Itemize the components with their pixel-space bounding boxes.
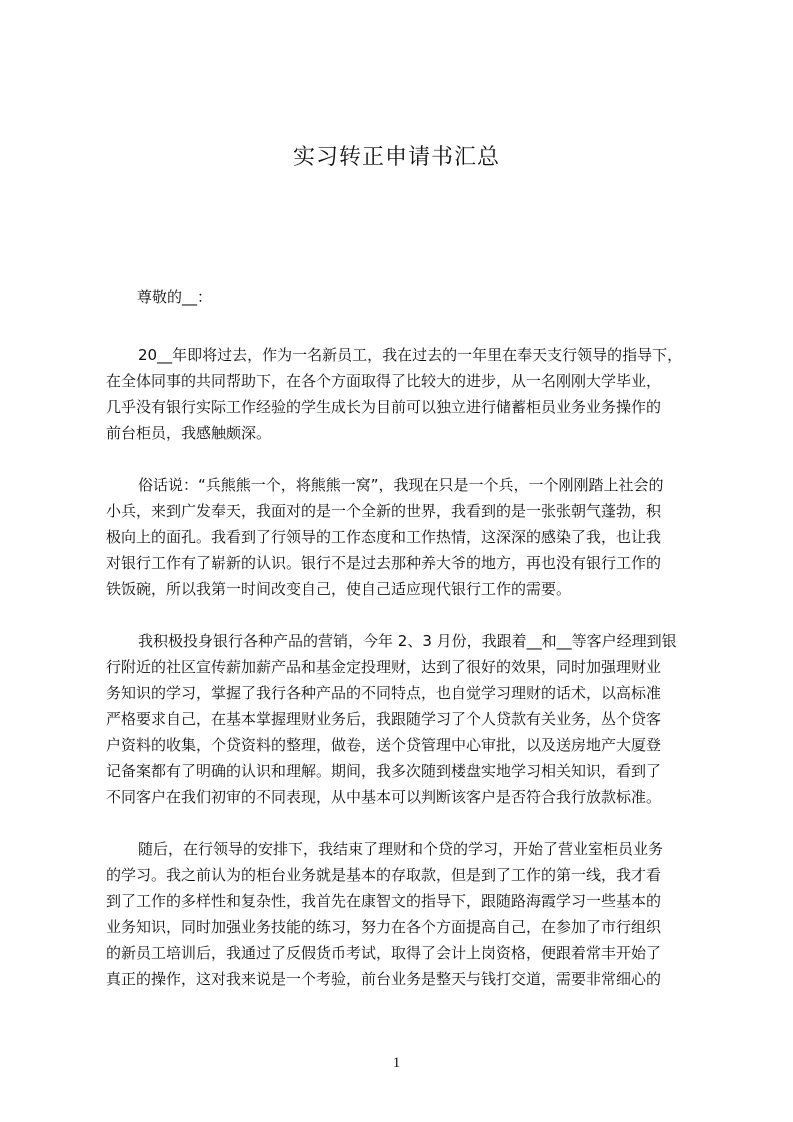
- paragraph-1: [106, 342, 700, 446]
- paragraph-line: 几乎没有银行实际工作经验的学生成长为目前可以独立进行储蓄柜员业务业务操作的: [106, 398, 662, 416]
- paragraph-line: 行附近的社区宣传薪加薪产品和基金定投理财，达到了很好的效果，同时加强理财业: [106, 658, 662, 676]
- paragraph-line: 随后，在行领导的安排下，我结束了理财和个贷的学习，开始了营业室柜员业务: [138, 840, 664, 858]
- paragraph-line: 俗话说：“兵熊熊一个，将熊熊一窝”，我现在只是一个兵，一个刚刚踏上社会的: [138, 476, 664, 494]
- paragraph-line: 业务知识，同时加强业务技能的练习，努力在各个方面提高自己，在参加了市行组织: [106, 918, 662, 936]
- paragraph-line: 在全体同事的共同帮助下，在各个方面取得了比较大的进步，从一名刚刚大学毕业，: [106, 372, 662, 390]
- paragraph-line: 小兵，来到广发奉天，我面对的是一个全新的世界，我看到的是一张张朝气蓬勃，积: [106, 502, 662, 520]
- salutation: 尊敬的__：: [137, 288, 213, 306]
- paragraph-line: 严格要求自己，在基本掌握理财业务后，我跟随学习了个人贷款有关业务，丛个贷客: [106, 710, 662, 728]
- paragraph-2: [106, 472, 700, 602]
- paragraph-line: 真正的操作，这对我来说是一个考验，前台业务是整天与钱打交道，需要非常细心的: [106, 970, 662, 988]
- paragraph-line: 到了工作的多样性和复杂性，我首先在康智文的指导下，跟随路海霞学习一些基本的: [106, 892, 662, 910]
- paragraph-line: 记备案都有了明确的认识和理解。期间，我多次随到楼盘实地学习相关知识，看到了: [106, 762, 662, 780]
- paragraph-line: 对银行工作有了崭新的认识。银行不是过去那种养大爷的地方，再也没有银行工作的: [106, 554, 662, 572]
- paragraph-line: 前台柜员，我感触颇深。: [106, 424, 272, 442]
- document-body: [106, 342, 700, 1018]
- paragraph-4: [106, 836, 700, 992]
- paragraph-line: 20__年即将过去，作为一名新员工，我在过去的一年里在奉天支行领导的指导下，: [138, 346, 683, 364]
- paragraph-line: 的学习。我之前认为的柜台业务就是基本的存取款，但是到了工作的第一线，我才看: [106, 866, 662, 884]
- paragraph-line: 我积极投身银行各种产品的营销，今年 2、3 月份，我跟着__和__等客户经理到银: [138, 632, 677, 650]
- page-number: 1: [392, 1055, 401, 1071]
- paragraph-line: 的新员工培训后，我通过了反假货币考试，取得了会计上岗资格，便跟着常丰开始了: [106, 944, 662, 962]
- paragraph-3: [106, 628, 700, 810]
- paragraph-line: 不同客户在我们初审的不同表现，从中基本可以判断该客户是否符合我行放款标准。: [106, 788, 662, 806]
- paragraph-line: 户资料的收集，个贷资料的整理，做卷，送个贷管理中心审批，以及送房地产大厦登: [106, 736, 662, 754]
- paragraph-line: 铁饭碗，所以我第一时间改变自己，使自己适应现代银行工作的需要。: [106, 580, 572, 598]
- paragraph-line: 务知识的学习，掌握了我行各种产品的不同特点，也自觉学习理财的话术，以高标准: [106, 684, 662, 702]
- document-title: 实习转正申请书汇总: [292, 145, 500, 170]
- paragraph-line: 极向上的面孔。我看到了行领导的工作态度和工作热情，这深深的感染了我，也让我: [106, 528, 662, 546]
